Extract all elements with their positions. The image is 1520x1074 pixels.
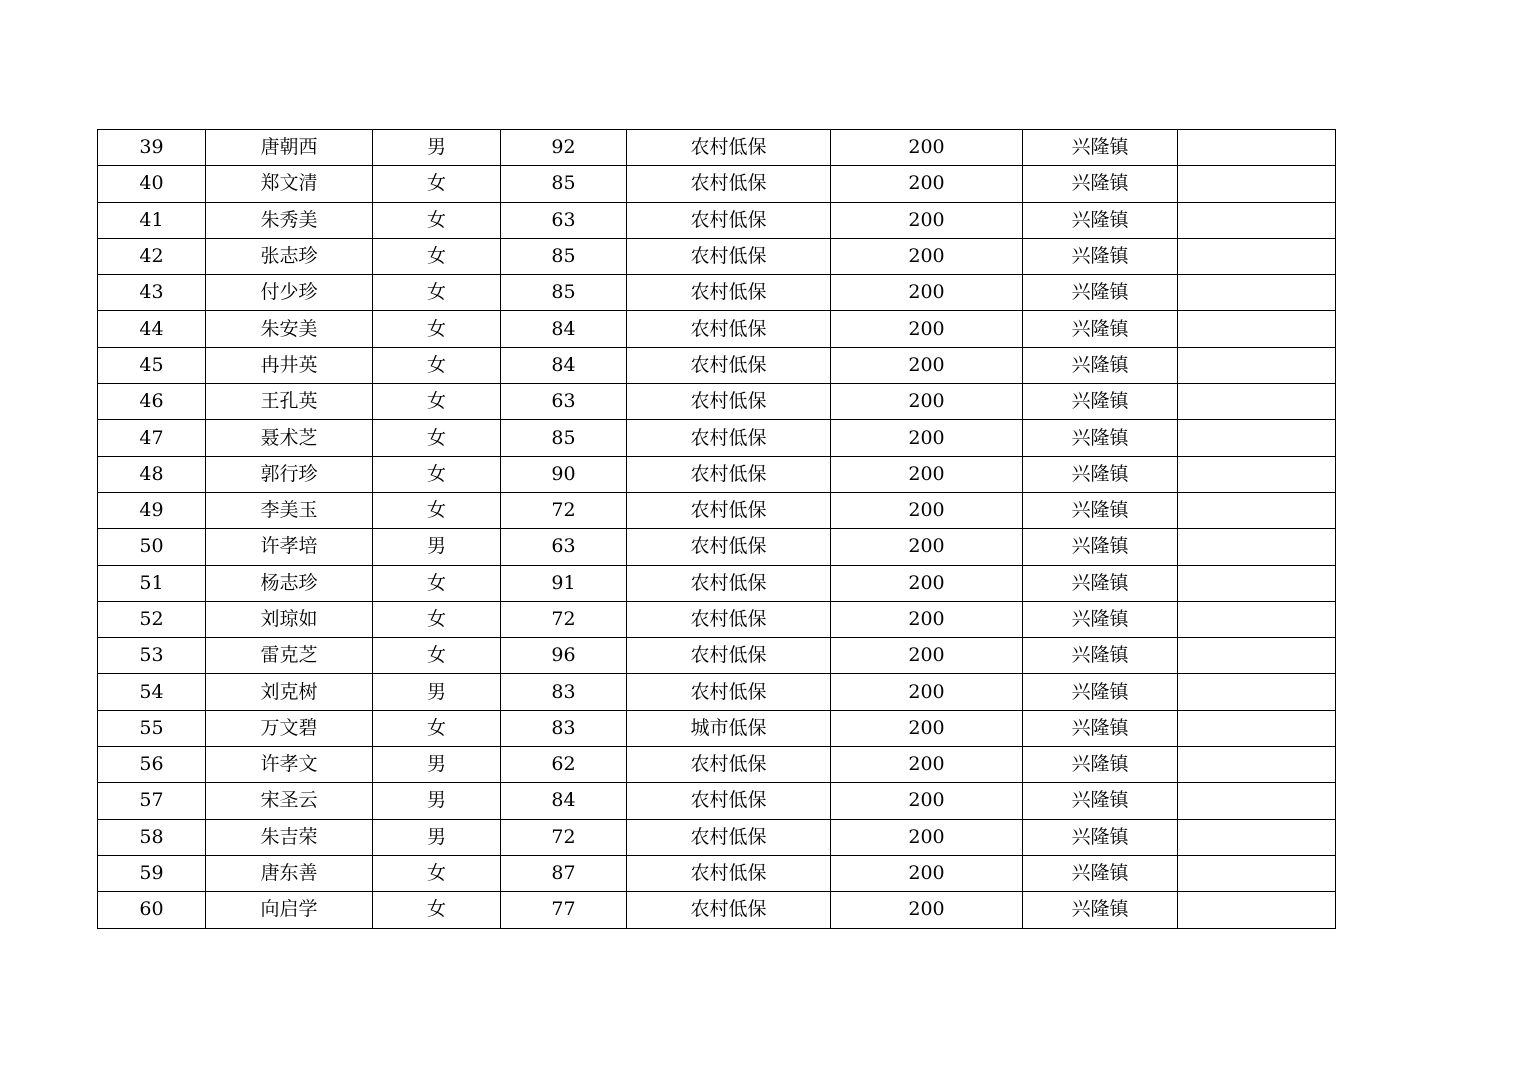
cell-town: 兴隆镇	[1023, 565, 1178, 601]
cell-remark	[1178, 601, 1336, 637]
cell-name: 许孝培	[206, 529, 373, 565]
cell-age: 96	[501, 638, 627, 674]
cell-remark	[1178, 892, 1336, 928]
cell-category: 农村低保	[627, 238, 831, 274]
cell-category: 农村低保	[627, 202, 831, 238]
cell-remark	[1178, 130, 1336, 166]
cell-town: 兴隆镇	[1023, 529, 1178, 565]
cell-gender: 女	[373, 238, 501, 274]
table-row	[98, 783, 1336, 819]
cell-gender: 女	[373, 420, 501, 456]
cell-category: 农村低保	[627, 565, 831, 601]
cell-amount: 200	[831, 710, 1023, 746]
cell-remark	[1178, 674, 1336, 710]
cell-index: 59	[98, 855, 206, 891]
table-row	[98, 275, 1336, 311]
cell-index: 43	[98, 275, 206, 311]
cell-name: 朱吉荣	[206, 819, 373, 855]
cell-amount: 200	[831, 456, 1023, 492]
cell-index: 56	[98, 747, 206, 783]
cell-index: 60	[98, 892, 206, 928]
cell-index: 57	[98, 783, 206, 819]
table-row	[98, 529, 1336, 565]
cell-remark	[1178, 819, 1336, 855]
cell-amount: 200	[831, 783, 1023, 819]
cell-gender: 男	[373, 783, 501, 819]
cell-index: 40	[98, 166, 206, 202]
cell-age: 63	[501, 529, 627, 565]
cell-index: 44	[98, 311, 206, 347]
cell-name: 唐东善	[206, 855, 373, 891]
cell-remark	[1178, 747, 1336, 783]
cell-amount: 200	[831, 492, 1023, 528]
cell-amount: 200	[831, 311, 1023, 347]
cell-index: 48	[98, 456, 206, 492]
cell-amount: 200	[831, 347, 1023, 383]
cell-amount: 200	[831, 892, 1023, 928]
cell-amount: 200	[831, 166, 1023, 202]
cell-category: 农村低保	[627, 492, 831, 528]
cell-amount: 200	[831, 747, 1023, 783]
cell-age: 85	[501, 166, 627, 202]
cell-category: 农村低保	[627, 529, 831, 565]
cell-age: 83	[501, 710, 627, 746]
cell-category: 农村低保	[627, 420, 831, 456]
cell-index: 52	[98, 601, 206, 637]
cell-index: 45	[98, 347, 206, 383]
cell-age: 85	[501, 420, 627, 456]
cell-age: 83	[501, 674, 627, 710]
cell-gender: 女	[373, 855, 501, 891]
cell-category: 农村低保	[627, 638, 831, 674]
cell-index: 49	[98, 492, 206, 528]
cell-category: 农村低保	[627, 347, 831, 383]
cell-category: 农村低保	[627, 311, 831, 347]
cell-age: 84	[501, 783, 627, 819]
table-row	[98, 855, 1336, 891]
cell-index: 53	[98, 638, 206, 674]
cell-town: 兴隆镇	[1023, 819, 1178, 855]
cell-name: 刘琼如	[206, 601, 373, 637]
cell-index: 39	[98, 130, 206, 166]
cell-town: 兴隆镇	[1023, 238, 1178, 274]
cell-gender: 男	[373, 674, 501, 710]
cell-town: 兴隆镇	[1023, 638, 1178, 674]
cell-gender: 男	[373, 747, 501, 783]
table-row	[98, 130, 1336, 166]
table-row	[98, 565, 1336, 601]
cell-age: 62	[501, 747, 627, 783]
cell-gender: 女	[373, 492, 501, 528]
cell-amount: 200	[831, 275, 1023, 311]
cell-category: 农村低保	[627, 384, 831, 420]
cell-category: 城市低保	[627, 710, 831, 746]
table-row	[98, 674, 1336, 710]
cell-amount: 200	[831, 130, 1023, 166]
cell-town: 兴隆镇	[1023, 347, 1178, 383]
cell-index: 46	[98, 384, 206, 420]
cell-town: 兴隆镇	[1023, 130, 1178, 166]
cell-gender: 女	[373, 166, 501, 202]
cell-remark	[1178, 565, 1336, 601]
cell-name: 郑文清	[206, 166, 373, 202]
cell-name: 刘克树	[206, 674, 373, 710]
cell-gender: 男	[373, 529, 501, 565]
cell-town: 兴隆镇	[1023, 202, 1178, 238]
cell-name: 聂术芝	[206, 420, 373, 456]
cell-category: 农村低保	[627, 275, 831, 311]
cell-index: 58	[98, 819, 206, 855]
cell-remark	[1178, 420, 1336, 456]
table-row	[98, 892, 1336, 928]
cell-gender: 女	[373, 601, 501, 637]
cell-age: 77	[501, 892, 627, 928]
cell-name: 李美玉	[206, 492, 373, 528]
cell-age: 63	[501, 202, 627, 238]
table-row	[98, 166, 1336, 202]
cell-index: 47	[98, 420, 206, 456]
cell-gender: 男	[373, 130, 501, 166]
cell-town: 兴隆镇	[1023, 492, 1178, 528]
cell-age: 72	[501, 601, 627, 637]
table-row	[98, 638, 1336, 674]
table-body	[98, 130, 1336, 929]
cell-town: 兴隆镇	[1023, 275, 1178, 311]
cell-index: 41	[98, 202, 206, 238]
cell-town: 兴隆镇	[1023, 456, 1178, 492]
cell-age: 63	[501, 384, 627, 420]
cell-category: 农村低保	[627, 819, 831, 855]
cell-name: 张志珍	[206, 238, 373, 274]
cell-age: 84	[501, 347, 627, 383]
cell-amount: 200	[831, 238, 1023, 274]
cell-remark	[1178, 529, 1336, 565]
cell-amount: 200	[831, 565, 1023, 601]
cell-name: 冉井英	[206, 347, 373, 383]
cell-remark	[1178, 166, 1336, 202]
cell-remark	[1178, 275, 1336, 311]
table-row	[98, 420, 1336, 456]
cell-age: 85	[501, 275, 627, 311]
cell-amount: 200	[831, 529, 1023, 565]
cell-town: 兴隆镇	[1023, 674, 1178, 710]
cell-name: 郭行珍	[206, 456, 373, 492]
cell-name: 万文碧	[206, 710, 373, 746]
cell-index: 55	[98, 710, 206, 746]
cell-gender: 女	[373, 456, 501, 492]
document-page	[97, 129, 1336, 929]
cell-remark	[1178, 347, 1336, 383]
cell-gender: 女	[373, 710, 501, 746]
cell-category: 农村低保	[627, 855, 831, 891]
cell-age: 85	[501, 238, 627, 274]
cell-age: 84	[501, 311, 627, 347]
cell-town: 兴隆镇	[1023, 892, 1178, 928]
cell-amount: 200	[831, 384, 1023, 420]
cell-index: 54	[98, 674, 206, 710]
cell-remark	[1178, 783, 1336, 819]
cell-gender: 女	[373, 892, 501, 928]
cell-index: 50	[98, 529, 206, 565]
cell-age: 92	[501, 130, 627, 166]
cell-name: 许孝文	[206, 747, 373, 783]
cell-remark	[1178, 238, 1336, 274]
cell-age: 72	[501, 492, 627, 528]
cell-gender: 女	[373, 638, 501, 674]
cell-amount: 200	[831, 420, 1023, 456]
cell-category: 农村低保	[627, 747, 831, 783]
table-row	[98, 747, 1336, 783]
cell-category: 农村低保	[627, 166, 831, 202]
cell-amount: 200	[831, 202, 1023, 238]
cell-town: 兴隆镇	[1023, 311, 1178, 347]
table-row	[98, 384, 1336, 420]
cell-age: 90	[501, 456, 627, 492]
cell-gender: 男	[373, 819, 501, 855]
cell-gender: 女	[373, 565, 501, 601]
table-row	[98, 601, 1336, 637]
cell-town: 兴隆镇	[1023, 420, 1178, 456]
table-row	[98, 492, 1336, 528]
cell-amount: 200	[831, 638, 1023, 674]
cell-remark	[1178, 384, 1336, 420]
cell-name: 向启学	[206, 892, 373, 928]
cell-index: 42	[98, 238, 206, 274]
cell-category: 农村低保	[627, 892, 831, 928]
cell-remark	[1178, 638, 1336, 674]
cell-name: 唐朝西	[206, 130, 373, 166]
cell-category: 农村低保	[627, 130, 831, 166]
table-row	[98, 819, 1336, 855]
cell-category: 农村低保	[627, 601, 831, 637]
cell-remark	[1178, 492, 1336, 528]
cell-town: 兴隆镇	[1023, 783, 1178, 819]
table-row	[98, 710, 1336, 746]
table-row	[98, 347, 1336, 383]
cell-town: 兴隆镇	[1023, 166, 1178, 202]
cell-name: 付少珍	[206, 275, 373, 311]
cell-remark	[1178, 456, 1336, 492]
cell-town: 兴隆镇	[1023, 384, 1178, 420]
cell-index: 51	[98, 565, 206, 601]
cell-gender: 女	[373, 311, 501, 347]
cell-category: 农村低保	[627, 674, 831, 710]
cell-town: 兴隆镇	[1023, 710, 1178, 746]
cell-town: 兴隆镇	[1023, 601, 1178, 637]
table-row	[98, 456, 1336, 492]
cell-name: 朱安美	[206, 311, 373, 347]
cell-amount: 200	[831, 819, 1023, 855]
cell-remark	[1178, 202, 1336, 238]
cell-amount: 200	[831, 601, 1023, 637]
cell-age: 91	[501, 565, 627, 601]
cell-category: 农村低保	[627, 783, 831, 819]
beneficiary-table	[97, 129, 1336, 929]
table-row	[98, 311, 1336, 347]
cell-town: 兴隆镇	[1023, 855, 1178, 891]
table-row	[98, 238, 1336, 274]
cell-age: 72	[501, 819, 627, 855]
cell-name: 雷克芝	[206, 638, 373, 674]
cell-gender: 女	[373, 275, 501, 311]
cell-name: 朱秀美	[206, 202, 373, 238]
cell-gender: 女	[373, 202, 501, 238]
cell-age: 87	[501, 855, 627, 891]
cell-name: 杨志珍	[206, 565, 373, 601]
cell-gender: 女	[373, 384, 501, 420]
cell-amount: 200	[831, 674, 1023, 710]
table-row	[98, 202, 1336, 238]
cell-remark	[1178, 311, 1336, 347]
cell-town: 兴隆镇	[1023, 747, 1178, 783]
cell-name: 王孔英	[206, 384, 373, 420]
cell-category: 农村低保	[627, 456, 831, 492]
cell-remark	[1178, 855, 1336, 891]
cell-remark	[1178, 710, 1336, 746]
cell-name: 宋圣云	[206, 783, 373, 819]
cell-amount: 200	[831, 855, 1023, 891]
cell-gender: 女	[373, 347, 501, 383]
